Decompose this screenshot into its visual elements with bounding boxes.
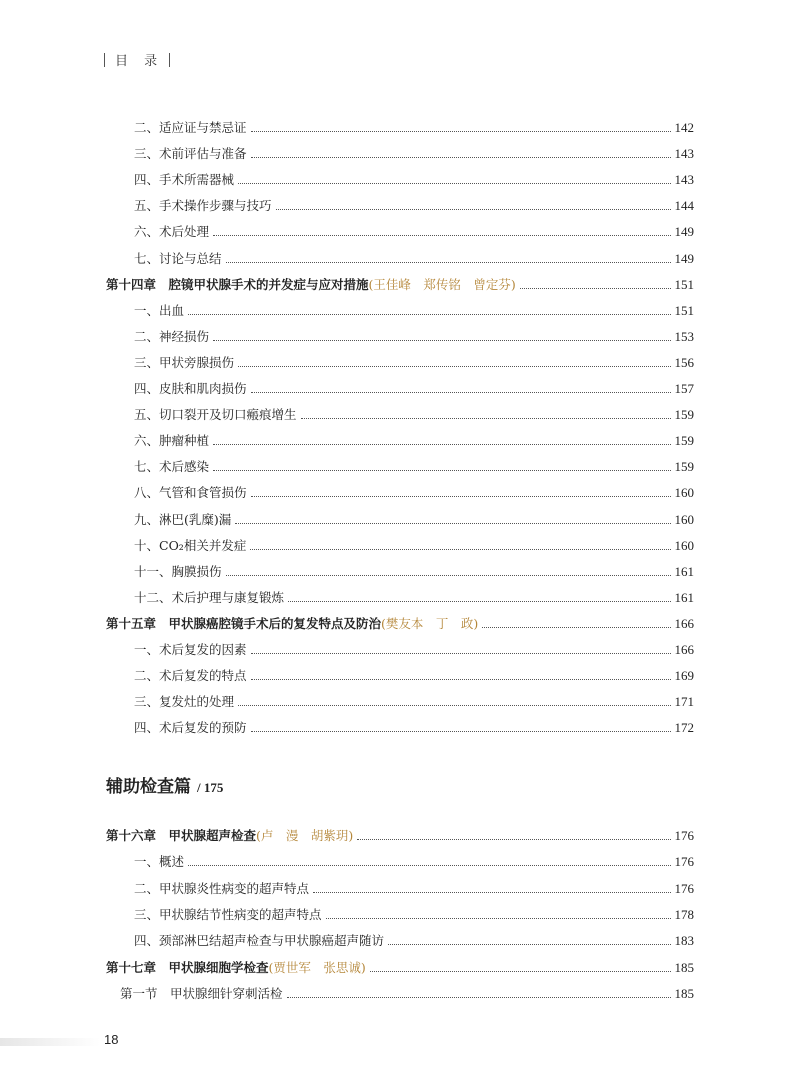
dot-leader (357, 839, 670, 840)
dot-leader (251, 653, 671, 654)
dot-leader (238, 705, 670, 706)
dot-leader (238, 366, 670, 367)
toc-section-row[interactable] (106, 457, 694, 477)
toc-entry-title: 四、颈部淋巴结超声检查与甲状腺癌超声随访 (134, 933, 385, 949)
toc-section-row[interactable] (106, 353, 694, 373)
toc-entry-title: 六、肿瘤种植 (134, 433, 210, 449)
toc-section-row[interactable] (106, 640, 694, 660)
toc-entry-title: 三、甲状腺结节性病变的超声特点 (134, 906, 322, 922)
dot-leader (213, 470, 670, 471)
toc-entry-page: 151 (674, 276, 694, 292)
toc-entry-title: 二、适应证与禁忌证 (134, 120, 247, 135)
toc-entry-page: 185 (674, 985, 694, 1001)
toc-entry-title: 十一、胸膜损伤 (134, 563, 222, 579)
toc-entry-page: 159 (674, 433, 694, 449)
dot-leader (520, 288, 671, 289)
dot-leader (251, 131, 671, 132)
toc-chapter-row[interactable] (106, 275, 694, 295)
toc-entry-title: 二、甲状腺炎性病变的超声特点 (134, 880, 310, 896)
toc-chapter-row[interactable] (106, 614, 694, 634)
dot-leader (251, 496, 671, 497)
toc-entry-title: 第十七章 甲状腺细胞学检查 (106, 959, 269, 975)
toc-entry-title: 十、CO₂相关并发症 (134, 537, 247, 553)
dot-leader (213, 340, 670, 341)
dot-leader (287, 997, 671, 998)
toc-entry-page: 143 (674, 172, 694, 188)
dot-leader (238, 183, 670, 184)
dot-leader (251, 157, 671, 158)
toc-section-row[interactable] (106, 852, 694, 872)
toc-entry-page: 157 (674, 381, 694, 396)
toc-entry-title: 一、术后复发的因素 (134, 642, 247, 657)
toc-entry-page: 160 (674, 511, 694, 527)
toc-entry-title: 六、术后处理 (134, 224, 210, 240)
dot-leader (250, 549, 670, 550)
toc-entry-page: 161 (674, 589, 694, 605)
toc-entry-title: 九、淋巴(乳糜)漏 (134, 511, 232, 527)
toc-entry-page: 160 (674, 485, 694, 501)
toc-entry-title: 第一节 甲状腺细针穿刺活检 (120, 985, 283, 1001)
toc-entry-page: 176 (674, 854, 694, 870)
toc-entry-page: 169 (674, 668, 694, 684)
toc-chapter-row[interactable] (106, 958, 694, 978)
dot-leader (288, 601, 670, 602)
dot-leader (370, 971, 671, 972)
toc-section-row[interactable] (106, 144, 694, 164)
dot-leader (313, 892, 670, 893)
toc-section-row[interactable] (106, 222, 694, 242)
toc-entry-title: 四、术后复发的预防 (134, 720, 247, 736)
dot-leader (226, 262, 671, 263)
footer-gradient-bar (0, 1038, 100, 1046)
dot-leader (482, 627, 670, 628)
toc-section-row[interactable] (106, 879, 694, 899)
toc-entry-title: 五、切口裂开及切口瘢痕增生 (134, 407, 297, 423)
toc-section-row[interactable] (106, 510, 694, 530)
toc-entry-page: 161 (674, 563, 694, 579)
dot-leader (388, 944, 670, 945)
toc-section-row[interactable] (106, 379, 694, 399)
toc-entry-title: 十二、术后护理与康复锻炼 (134, 589, 285, 605)
toc-entry-page: 159 (674, 407, 694, 423)
toc-entry-authors: (卢 漫 胡紫玥) (256, 828, 354, 843)
toc-section-row[interactable] (106, 170, 694, 190)
dot-leader (301, 418, 671, 419)
toc-entry-page: 142 (674, 120, 694, 135)
part-title: 辅助检查篇 (106, 777, 191, 797)
toc-entry-title: 一、出血 (134, 302, 185, 318)
toc-entry-title: 四、皮肤和肌肉损伤 (134, 381, 247, 396)
toc-entry-page: 151 (674, 302, 694, 318)
dot-leader (226, 575, 671, 576)
dot-leader (188, 865, 670, 866)
toc-section-row[interactable] (106, 905, 694, 925)
toc-section-row[interactable] (106, 666, 694, 686)
toc-section-row[interactable] (106, 405, 694, 425)
toc-section-row[interactable] (106, 301, 694, 321)
toc-entry-title: 八、气管和食管损伤 (134, 485, 247, 501)
header-divider-right (169, 53, 170, 67)
running-header (104, 50, 170, 69)
toc-entry-page: 171 (674, 694, 694, 710)
dot-leader (251, 731, 671, 732)
toc-section-row[interactable] (106, 196, 694, 216)
dot-leader (188, 314, 670, 315)
toc-entry-title: 第十四章 腔镜甲状腺手术的并发症与应对措施 (106, 276, 369, 292)
toc-section-row[interactable] (106, 327, 694, 347)
dot-leader (235, 523, 670, 524)
toc-entry-page: 159 (674, 459, 694, 475)
dot-leader (251, 679, 671, 680)
footer-page-number: 18 (104, 1032, 119, 1047)
toc-section-row[interactable] (106, 718, 694, 738)
toc-entry-page: 160 (674, 537, 694, 553)
dot-leader (213, 235, 670, 236)
toc-entry-page: 143 (674, 146, 694, 162)
toc-section-row[interactable] (106, 483, 694, 503)
toc-entry-title: 第十五章 甲状腺癌腔镜手术后的复发特点及防治 (106, 615, 382, 631)
toc-entry-authors: (王佳峰 郑传铭 曾定芬) (368, 276, 516, 292)
toc-entry-title: 三、术前评估与准备 (134, 146, 247, 162)
dot-leader (276, 209, 671, 210)
toc-section-row[interactable] (106, 692, 694, 712)
toc-entry-authors: (贾世军 张思诚) (268, 959, 366, 975)
toc-entry-page: 153 (674, 328, 694, 344)
toc-section-row[interactable] (106, 588, 694, 608)
toc-entry-page: 166 (674, 615, 694, 631)
toc-section-row[interactable] (106, 118, 694, 138)
part-page: / 175 (197, 780, 224, 795)
toc-entry-title: 七、讨论与总结 (134, 250, 222, 266)
toc-entry-page: 176 (674, 880, 694, 896)
toc-entry-title: 第十六章 甲状腺超声检查 (106, 828, 257, 843)
toc-entry-page: 176 (674, 828, 694, 843)
dot-leader (213, 444, 670, 445)
toc-section-row[interactable] (106, 249, 694, 269)
toc-section-row[interactable] (106, 536, 694, 556)
toc-entry-page: 183 (674, 933, 694, 949)
toc-entry-page: 172 (674, 720, 694, 736)
toc-entry-page: 149 (674, 250, 694, 266)
dot-leader (326, 918, 671, 919)
toc-entry-title: 二、神经损伤 (134, 328, 210, 344)
toc-entry-page: 149 (674, 224, 694, 240)
toc-section-row[interactable] (106, 431, 694, 451)
toc-entry-page: 156 (674, 354, 694, 370)
toc-section-row[interactable] (106, 562, 694, 582)
toc-entry-page: 166 (674, 642, 694, 657)
toc-entry-page: 178 (674, 906, 694, 922)
toc-section-row[interactable] (106, 931, 694, 951)
toc-entry-title: 三、复发灶的处理 (134, 694, 235, 710)
toc-entry-title: 五、手术操作步骤与技巧 (134, 198, 272, 214)
toc-entry-page: 185 (674, 959, 694, 975)
toc-section-row[interactable] (106, 984, 694, 1004)
toc-entry-title: 三、甲状旁腺损伤 (134, 354, 235, 370)
toc-entry-title: 四、手术所需器械 (134, 172, 235, 188)
toc-entry-title: 二、术后复发的特点 (134, 668, 247, 684)
toc-chapter-row[interactable] (106, 826, 694, 846)
toc-entry-page: 144 (674, 198, 694, 214)
part-heading (106, 772, 223, 797)
dot-leader (251, 392, 671, 393)
toc-entry-title: 一、概述 (134, 854, 185, 870)
toc-entry-title: 七、术后感染 (134, 459, 210, 475)
toc-entry-authors: (樊友本 丁 政) (381, 615, 479, 631)
header-title: 目 录 (115, 54, 164, 69)
